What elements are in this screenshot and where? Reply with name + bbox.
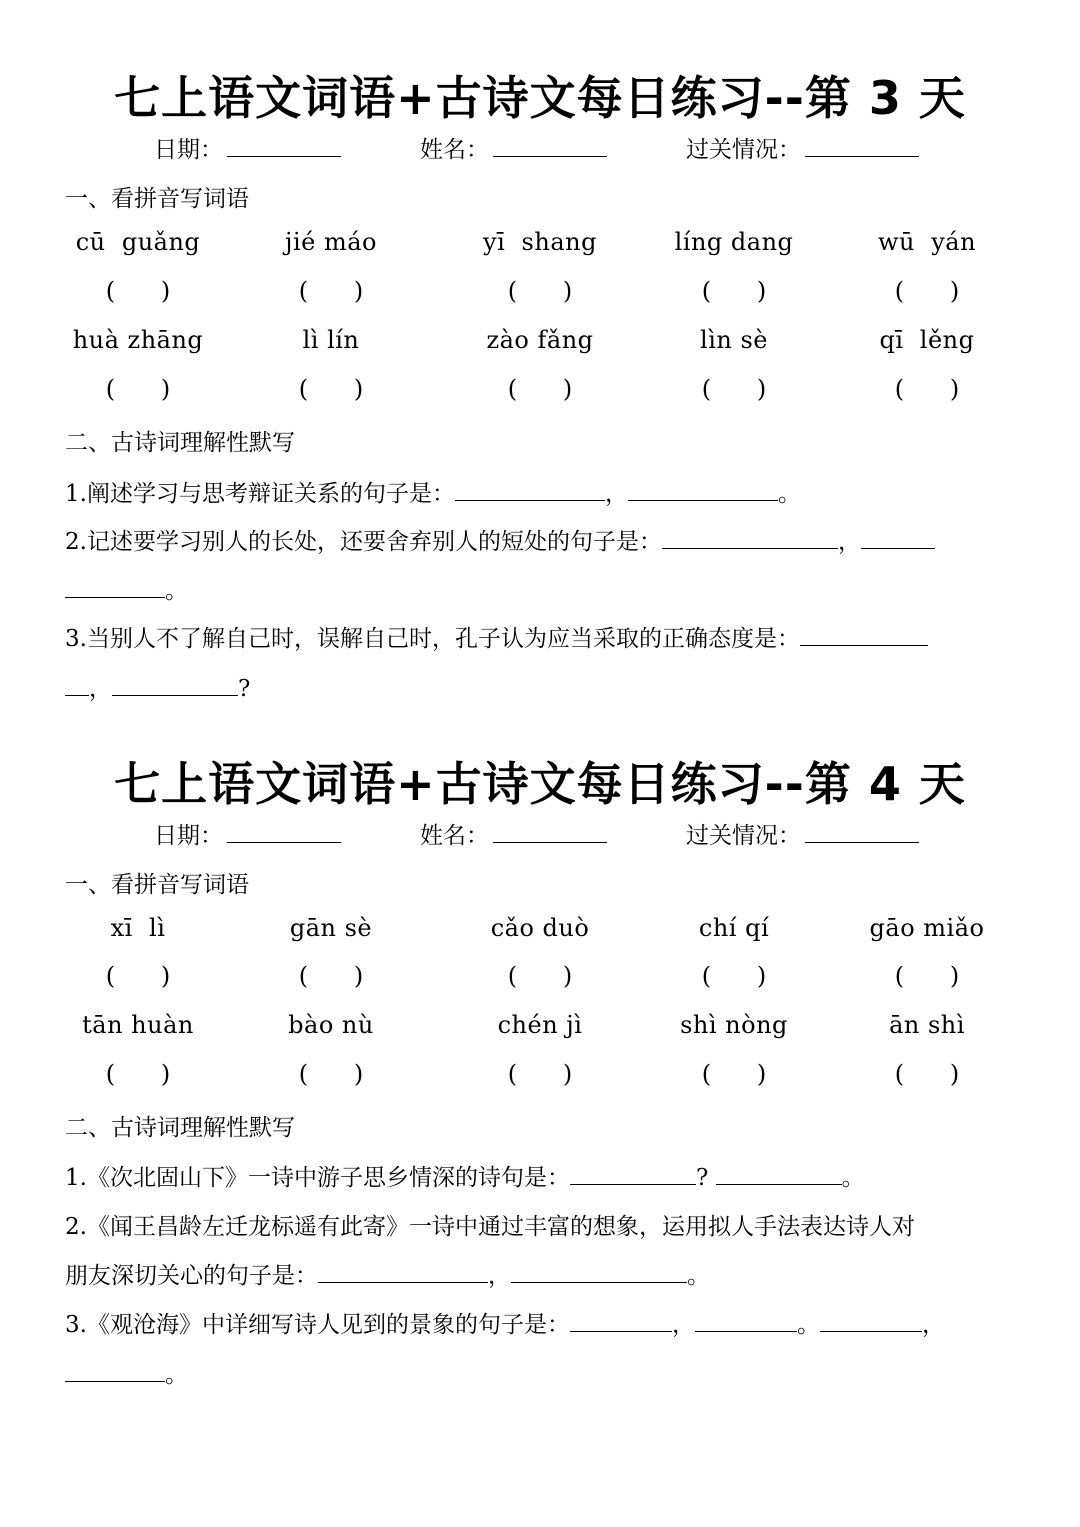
question-text: 2.《闻王昌龄左迁龙标遥有此寄》一诗中通过丰富的想象，运用拟人手法表达诗人对 <box>65 1214 915 1240</box>
answer-bracket[interactable]: ( ) <box>105 277 171 305</box>
section-poetry-heading: 二、古诗词理解性默写 <box>65 1115 295 1141</box>
name-blank[interactable] <box>493 134 607 157</box>
sheet-title-day3: 七上语文词语+古诗文每日练习--第 3 天 <box>114 71 966 125</box>
question-3 <box>65 1306 1020 1339</box>
pinyin-item: ān shì <box>889 1011 965 1039</box>
name-blank[interactable] <box>493 820 607 843</box>
question-3-cont <box>65 670 1020 703</box>
answer-blank[interactable] <box>570 1309 672 1332</box>
pinyin-item: bào nù <box>288 1011 374 1039</box>
pinyin-item: lìn sè <box>700 326 768 354</box>
answer-bracket[interactable]: ( ) <box>894 962 960 990</box>
answer-bracket[interactable]: ( ) <box>507 962 573 990</box>
pinyin-item: wū yán <box>877 228 977 256</box>
answer-blank[interactable] <box>570 1162 696 1185</box>
status-blank[interactable] <box>805 820 919 843</box>
status-label: 过关情况： <box>686 137 801 163</box>
answer-bracket[interactable]: ( ) <box>105 962 171 990</box>
pinyin-item: huà zhāng <box>72 326 204 354</box>
name-label: 姓名： <box>420 137 489 163</box>
punct: ， <box>488 1263 511 1289</box>
question-1 <box>65 475 1020 508</box>
answer-blank[interactable] <box>662 526 838 549</box>
answer-blank[interactable] <box>65 673 89 696</box>
answer-bracket[interactable]: ( ) <box>298 277 364 305</box>
name-field[interactable] <box>420 817 607 850</box>
answer-bracket-row <box>0 1060 1080 1094</box>
date-label: 日期： <box>154 823 223 849</box>
pinyin-item: qī lěng <box>879 326 975 354</box>
punct: 。 <box>777 481 801 507</box>
name-field[interactable] <box>420 131 607 164</box>
answer-bracket[interactable]: ( ) <box>105 375 171 403</box>
question-text: 1.《次北固山下》一诗中游子思乡情深的诗句是： <box>65 1165 570 1191</box>
answer-bracket[interactable]: ( ) <box>701 375 767 403</box>
pinyin-item: xī lì <box>110 914 166 942</box>
answer-bracket-row <box>0 962 1080 996</box>
pinyin-item: lì lín <box>302 326 360 354</box>
pinyin-row <box>0 1011 1080 1045</box>
sheet-title-day4: 七上语文词语+古诗文每日练习--第 4 天 <box>114 757 966 811</box>
status-field[interactable] <box>686 817 919 850</box>
pinyin-row <box>0 914 1080 948</box>
pinyin-item: yī shang <box>483 228 597 256</box>
punct: ， <box>837 529 861 555</box>
answer-bracket[interactable]: ( ) <box>105 1060 171 1088</box>
answer-bracket-row <box>0 277 1080 311</box>
pinyin-item: gān sè <box>289 914 373 942</box>
date-blank[interactable] <box>227 134 341 157</box>
punct: ， <box>604 481 628 507</box>
pinyin-row <box>0 228 1080 262</box>
answer-bracket[interactable]: ( ) <box>298 962 364 990</box>
question-text: 朋友深切关心的句子是： <box>65 1263 318 1289</box>
punct: 。 <box>841 1165 865 1191</box>
answer-bracket[interactable]: ( ) <box>894 1060 960 1088</box>
answer-bracket[interactable]: ( ) <box>507 1060 573 1088</box>
pinyin-item: cū guǎng <box>75 228 201 256</box>
pinyin-item: tān huàn <box>82 1011 194 1039</box>
punct: ， <box>921 1312 945 1338</box>
question-3 <box>65 620 1020 653</box>
answer-blank[interactable] <box>800 623 928 646</box>
answer-blank[interactable] <box>318 1260 488 1283</box>
answer-bracket[interactable]: ( ) <box>507 277 573 305</box>
answer-blank[interactable] <box>511 1260 687 1283</box>
punct: ? <box>695 1165 709 1191</box>
answer-blank[interactable] <box>628 478 778 501</box>
punct: 。 <box>796 1312 820 1338</box>
answer-blank[interactable] <box>65 1359 165 1382</box>
answer-bracket[interactable]: ( ) <box>701 962 767 990</box>
answer-bracket[interactable]: ( ) <box>298 1060 364 1088</box>
answer-bracket[interactable]: ( ) <box>507 375 573 403</box>
pinyin-item: chén jì <box>497 1011 583 1039</box>
punct: 。 <box>165 578 188 604</box>
info-row-day4 <box>0 817 1080 851</box>
pinyin-item: jié máo <box>285 228 377 256</box>
answer-bracket-row <box>0 375 1080 409</box>
question-text: 1.阐述学习与思考辩证关系的句子是： <box>65 481 455 507</box>
answer-bracket[interactable]: ( ) <box>701 1060 767 1088</box>
name-label: 姓名： <box>420 823 489 849</box>
punct: ? <box>238 676 251 702</box>
section-pinyin-heading: 一、看拼音写词语 <box>65 186 249 212</box>
question-2 <box>65 1208 1020 1241</box>
answer-bracket[interactable]: ( ) <box>894 375 960 403</box>
status-label: 过关情况： <box>686 823 801 849</box>
date-label: 日期： <box>154 137 223 163</box>
answer-bracket[interactable]: ( ) <box>298 375 364 403</box>
pinyin-item: chí qí <box>698 914 770 942</box>
answer-bracket[interactable]: ( ) <box>701 277 767 305</box>
question-2-cont <box>65 572 1020 605</box>
section-poetry-heading: 二、古诗词理解性默写 <box>65 430 295 456</box>
info-row-day3 <box>0 131 1080 165</box>
question-text: 2.记述要学习别人的长处，还要舍弃别人的短处的句子是： <box>65 529 662 555</box>
pinyin-row <box>0 326 1080 360</box>
answer-bracket[interactable]: ( ) <box>894 277 960 305</box>
pinyin-item: cǎo duò <box>490 914 590 942</box>
date-blank[interactable] <box>227 820 341 843</box>
punct: ， <box>671 1312 695 1338</box>
answer-blank[interactable] <box>695 1309 797 1332</box>
answer-blank[interactable] <box>112 673 238 696</box>
punct: 。 <box>687 1263 710 1289</box>
answer-blank[interactable] <box>455 478 605 501</box>
question-2-cont <box>65 1257 1020 1290</box>
punct: 。 <box>165 1362 188 1388</box>
question-text: 3.当别人不了解自己时，误解自己时，孔子认为应当采取的正确态度是： <box>65 626 800 652</box>
pinyin-item: zào fǎng <box>486 326 594 354</box>
question-3-cont <box>65 1356 1020 1389</box>
status-field[interactable] <box>686 131 919 164</box>
answer-blank[interactable] <box>716 1162 842 1185</box>
status-blank[interactable] <box>805 134 919 157</box>
answer-blank[interactable] <box>65 575 165 598</box>
pinyin-item: líng dang <box>674 228 794 256</box>
pinyin-item: shì nòng <box>680 1011 788 1039</box>
section-pinyin-heading: 一、看拼音写词语 <box>65 872 249 898</box>
date-field[interactable] <box>154 817 341 850</box>
question-text: 3.《观沧海》中详细写诗人见到的景象的句子是： <box>65 1312 570 1338</box>
answer-blank[interactable] <box>820 1309 922 1332</box>
answer-blank[interactable] <box>861 526 935 549</box>
question-2 <box>65 523 1020 556</box>
date-field[interactable] <box>154 131 341 164</box>
punct: ， <box>89 676 112 702</box>
question-1 <box>65 1159 1020 1192</box>
pinyin-item: gāo miǎo <box>869 914 985 942</box>
